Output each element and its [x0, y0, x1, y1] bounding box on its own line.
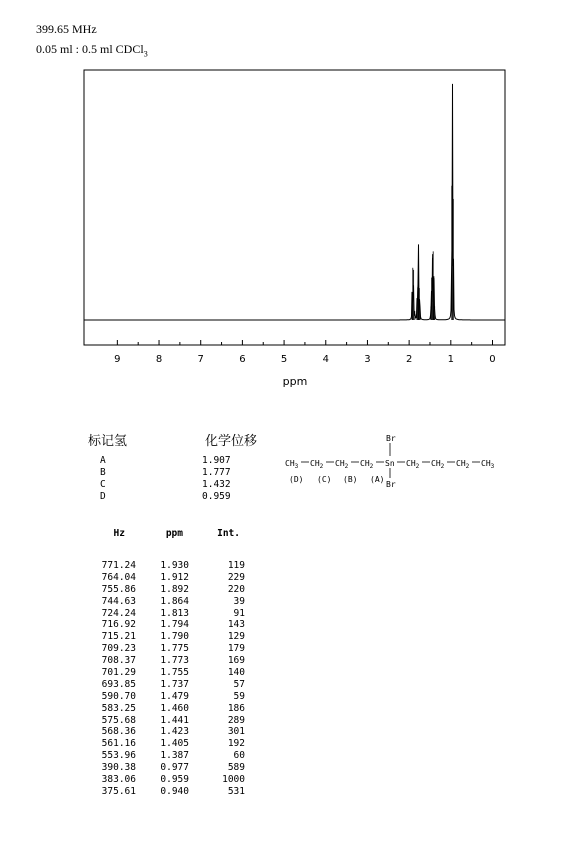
- peak-ppm: 1.864: [160, 595, 189, 607]
- peak-row: [92, 608, 262, 620]
- peak-row: [92, 750, 262, 762]
- peak-ppm: 1.892: [160, 583, 189, 595]
- peak-int: 186: [227, 702, 245, 714]
- struct-ch3-left: $CH_3$: [285, 459, 299, 470]
- assignment-label: A: [100, 455, 106, 466]
- peak-hz: 568.36: [101, 726, 136, 738]
- peak-int: 57: [233, 678, 245, 690]
- struct-ch2-4: $CH_2$: [406, 459, 420, 470]
- molecular-structure: [282, 0, 570, 520]
- peak-row: [92, 643, 262, 655]
- struct-ch2-3: $CH_2$: [360, 459, 374, 470]
- peak-row: [92, 667, 262, 679]
- peak-hz: 561.16: [101, 738, 136, 750]
- peak-hz: 744.63: [101, 595, 136, 607]
- peak-int: 531: [227, 785, 245, 797]
- peak-ppm: 1.813: [160, 607, 189, 619]
- peak-hz: 383.06: [101, 774, 136, 786]
- peak-hz: 390.38: [101, 762, 136, 774]
- peak-row: [92, 572, 262, 584]
- x-tick-label: 2: [405, 354, 413, 365]
- x-axis-label: ppm: [282, 375, 308, 388]
- peak-int: 289: [227, 714, 245, 726]
- x-tick-label: 1: [447, 354, 454, 365]
- peak-int: 301: [227, 726, 245, 738]
- peak-int: 119: [227, 560, 245, 571]
- peak-int: 192: [227, 738, 245, 750]
- peak-hz: 764.04: [101, 571, 136, 583]
- spectrometer-frequency: 399.65 MHz: [36, 22, 97, 36]
- peak-int: 179: [227, 643, 245, 655]
- peak-hz: 771.24: [101, 560, 136, 571]
- peak-ppm: 1.912: [160, 571, 189, 583]
- peak-row: [92, 584, 262, 596]
- struct-label-c: (C): [317, 475, 332, 484]
- struct-label-a: (A): [370, 475, 385, 484]
- peak-ppm: 1.737: [160, 678, 189, 690]
- assignment-ppm: 1.777: [202, 467, 231, 478]
- assignment-ppm: 1.907: [202, 455, 231, 466]
- assignment-row: [100, 491, 260, 503]
- x-tick-label: 5: [280, 354, 288, 365]
- peak-row: [92, 786, 262, 798]
- peak-ppm: 1.794: [160, 619, 189, 631]
- peak-row: [92, 715, 262, 727]
- struct-ch3-right: $CH_3$: [481, 459, 495, 470]
- sample-subscript: 3: [143, 49, 148, 59]
- peak-ppm: 1.460: [160, 702, 189, 714]
- peak-int: 220: [227, 583, 245, 595]
- peak-ppm: 1.775: [160, 643, 189, 655]
- peak-int: 91: [233, 607, 245, 619]
- peak-hz: 709.23: [101, 643, 136, 655]
- header-hz: Hz: [113, 528, 125, 539]
- peak-row: [92, 703, 262, 715]
- peak-hz: 575.68: [101, 714, 136, 726]
- peak-ppm: 1.790: [160, 631, 189, 643]
- assignment-label: B: [100, 467, 106, 478]
- x-tick-label: 6: [239, 354, 246, 365]
- peak-row: [92, 560, 262, 572]
- struct-ch2-2: $CH_2$: [335, 459, 349, 470]
- peak-int: 229: [227, 571, 245, 583]
- struct-br-bottom: Br: [386, 480, 396, 489]
- peak-row: [92, 762, 262, 774]
- peak-int: 39: [233, 595, 245, 607]
- assignment-ppm: 0.959: [202, 491, 231, 502]
- peak-hz: 583.25: [101, 702, 136, 714]
- struct-sn: Sn: [385, 459, 395, 468]
- peak-hz: 375.61: [101, 785, 136, 797]
- peak-ppm: 1.773: [160, 655, 189, 667]
- peak-ppm: 1.479: [160, 690, 189, 702]
- peak-hz: 553.96: [101, 750, 136, 762]
- peak-int: 60: [233, 750, 245, 762]
- assignment-shift-header: 化学位移: [205, 434, 258, 449]
- peak-hz: 590.70: [101, 690, 136, 702]
- peak-table: [92, 528, 262, 798]
- assignment-ppm: 1.432: [202, 479, 231, 490]
- peak-row: [92, 655, 262, 667]
- peak-row: [92, 726, 262, 738]
- header-ppm: ppm: [165, 528, 183, 539]
- assignment-row: [100, 455, 260, 467]
- struct-label-d: (D): [289, 475, 304, 484]
- assignment-row: [100, 467, 260, 479]
- peak-table-header: [92, 528, 262, 542]
- peak-int: 169: [227, 655, 245, 667]
- assignment-label: D: [100, 491, 106, 502]
- sample-text: 0.05 ml : 0.5 ml CDCl: [36, 42, 144, 56]
- peak-row: [92, 631, 262, 643]
- peak-int: 140: [227, 667, 245, 679]
- x-tick-label: 4: [322, 354, 329, 365]
- peak-ppm: 1.441: [160, 714, 189, 726]
- peak-row: [92, 679, 262, 691]
- peak-table-body: [92, 560, 262, 798]
- peak-hz: 693.85: [101, 678, 136, 690]
- peak-ppm: 1.405: [160, 738, 189, 750]
- struct-ch2-1: $CH_2$: [310, 459, 324, 470]
- assignment-label: C: [100, 479, 106, 490]
- assignment-table: [100, 455, 260, 503]
- assignment-row: [100, 479, 260, 491]
- peak-hz: 715.21: [101, 631, 136, 643]
- x-tick-label: 0: [489, 354, 496, 365]
- x-tick-label: 8: [155, 354, 163, 365]
- peak-row: [92, 596, 262, 608]
- header-int: Int.: [217, 528, 240, 539]
- peak-int: 129: [227, 631, 245, 643]
- peak-int: 143: [227, 619, 245, 631]
- peak-row: [92, 691, 262, 703]
- peak-ppm: 0.940: [160, 785, 189, 797]
- peak-row: [92, 738, 262, 750]
- peak-int: 59: [233, 690, 245, 702]
- x-tick-label: 9: [114, 354, 121, 365]
- peak-hz: 701.29: [101, 667, 136, 679]
- peak-row: [92, 774, 262, 786]
- peak-ppm: 0.977: [160, 762, 189, 774]
- peak-hz: 708.37: [101, 655, 136, 667]
- peak-ppm: 1.930: [160, 560, 189, 571]
- struct-br-top: Br: [386, 434, 396, 443]
- x-tick-label: 7: [197, 354, 204, 365]
- struct-ch2-6: $CH_2$: [456, 459, 470, 470]
- peak-hz: 724.24: [101, 607, 136, 619]
- peak-int: 1000: [222, 774, 245, 786]
- peak-int: 589: [227, 762, 245, 774]
- struct-ch2-5: $CH_2$: [431, 459, 445, 470]
- peak-ppm: 0.959: [160, 774, 189, 786]
- peak-ppm: 1.423: [160, 726, 189, 738]
- peak-ppm: 1.755: [160, 667, 189, 679]
- x-tick-label: 3: [364, 354, 371, 365]
- peak-hz: 716.92: [101, 619, 136, 631]
- peak-ppm: 1.387: [160, 750, 189, 762]
- assignment-label-header: 标记氢: [88, 434, 128, 449]
- struct-label-b: (B): [343, 475, 358, 484]
- peak-row: [92, 619, 262, 631]
- peak-hz: 755.86: [101, 583, 136, 595]
